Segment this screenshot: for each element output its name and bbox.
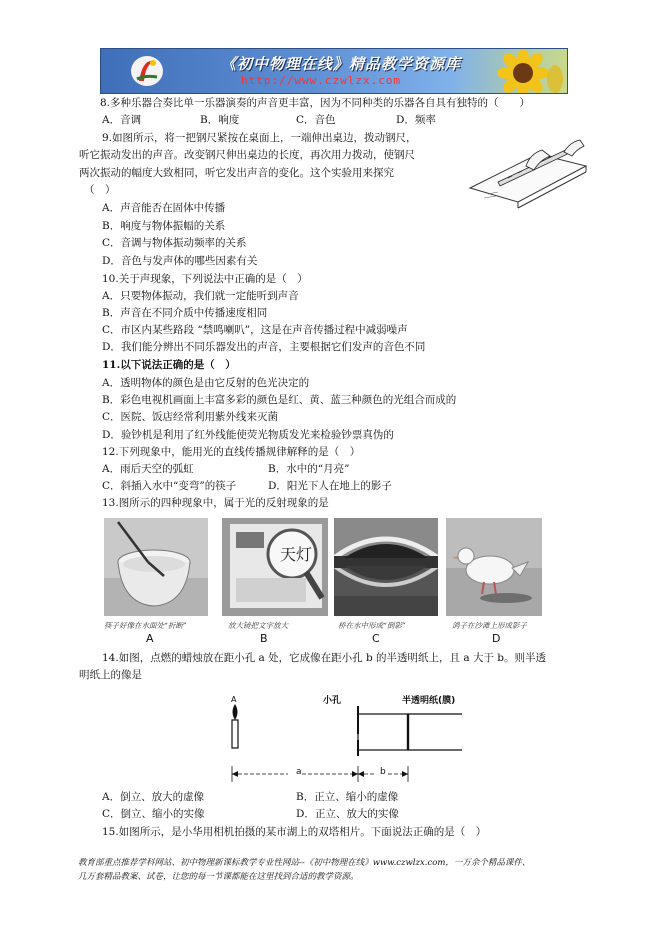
footer-line-1: 教育部重点推荐学科网站、初中物理新课标教学专业性网站--《初中物理在线》www.czwlzx.com，一万余个精品课件、 (78, 858, 531, 868)
q15-stem: 15.如图所示，是小华用相机拍摄的某市湖上的双塔相片。下面说法正确的是（ ） (102, 826, 487, 838)
q8-option-c: C．音色 (296, 114, 336, 126)
q8-option-a: A．音调 (102, 114, 142, 126)
q10-option-c: C．市区内某些路段 “禁鸣喇叭”，这是在声音传播过程中减弱噪声 (102, 324, 408, 336)
magnified-sign-text: 天灯 (280, 545, 313, 564)
distance-a-label: a (296, 767, 302, 777)
sunflower-icon (483, 49, 563, 93)
q9-stem-2: 听它振动发出的声音。改变钢尺伸出桌边的长度，再次用力拨动，使钢尺 (79, 149, 415, 161)
q11-stem: 11.以下说法正确的是（ ） (102, 359, 236, 371)
q12-option-b: B．水中的“月亮” (268, 463, 350, 475)
q8-option-b: B．响度 (200, 114, 240, 126)
q13-stem: 13.图所示的四种现象中，属于光的反射现象的是 (102, 497, 329, 509)
hole-label: 小孔 (323, 696, 342, 706)
caption-d: 鸽子在沙滩上形成影子 (452, 621, 527, 630)
photo-b-magnifier (222, 518, 328, 616)
caption-a: 筷子好像在水面处“折断” (104, 621, 187, 630)
q11-option-c: C．医院、饭店经常利用紫外线来灭菌 (102, 411, 279, 423)
q12-stem: 12.下列现象中，能用光的直线传播规律解释的是（ ） (102, 446, 361, 458)
q9-stem-4: （ ） (84, 184, 116, 196)
distance-b-label: b (380, 767, 386, 777)
q14-option-c: C．倒立、缩小的实像 (102, 808, 205, 820)
q12-option-c: C．斜插入水中“变弯”的筷子 (102, 480, 237, 492)
q10-option-b: B．声音在不同介质中传播速度相同 (102, 307, 268, 319)
header-banner (100, 48, 568, 94)
photo-d-pigeon (446, 518, 542, 616)
ruler-table-figure (468, 136, 588, 210)
site-logo-icon (129, 53, 165, 89)
q10-option-a: A．只要物体振动，我们就一定能听到声音 (102, 290, 299, 302)
q8-stem: 8.多种乐器合奏比单一乐器演奏的声音更丰富，因为不同种类的乐器各自具有独特的（ ） (100, 97, 531, 109)
q11-option-d: D．验钞机是利用了红外线能使荧光物质发光来检验钞票真伪的 (102, 429, 394, 441)
q14-option-d: D．正立、放大的实像 (296, 808, 399, 820)
caption-c: 桥在水中形成“倒影” (338, 621, 406, 630)
footer-line-2: 几万套精品教案、试卷，让您的每一节课都能在这里找到合适的教学资源。 (78, 872, 359, 882)
q14-stem-2: 明纸上的像是 (79, 669, 142, 681)
q8-option-d: D．频率 (396, 114, 436, 126)
photo-c-bridge (334, 518, 438, 616)
photo-label-b: B (260, 632, 268, 645)
q11-option-a: A．透明物体的颜色是由它反射的色光决定的 (102, 377, 310, 389)
candle-label: A (231, 695, 237, 704)
q14-stem-1: 14.如图，点燃的蜡烛放在距小孔 a 处，它成像在距小孔 b 的半透明纸上，且 a 大于 b。则半透 (102, 652, 547, 664)
q12-option-a: A．雨后天空的弧虹 (102, 463, 194, 475)
q10-stem: 10.关于声现象，下列说法中正确的是（ ） (102, 273, 308, 285)
q11-option-b: B．彩色电视机画面上丰富多彩的颜色是红、黄、蓝三种颜色的光组合而成的 (102, 394, 457, 406)
banner-url: http://www.czwlzx.com (241, 74, 402, 87)
photo-a-chopsticks (104, 518, 208, 616)
q14-option-b: B．正立、缩小的虚像 (296, 791, 399, 803)
banner-title: 《初中物理在线》精品教学资源库 (221, 55, 462, 73)
caption-b: 放大镜把文字放大 (228, 621, 288, 630)
q9-stem-3: 两次振动的幅度大致相同，听它发出声音的变化。这个实验用来探究 (79, 167, 394, 179)
q9-stem-1: 9.如图所示，将一把钢尺紧按在桌面上，一端伸出桌边，拨动钢尺， (102, 132, 417, 144)
q14-option-a: A．倒立、放大的虚像 (102, 791, 205, 803)
q10-option-d: D．我们能分辨出不同乐器发出的声音，主要根据它们发声的音色不同 (102, 341, 426, 353)
photo-label-d: D (492, 632, 501, 645)
q9-option-d: D．音色与发声体的哪些因素有关 (102, 255, 258, 267)
paper-label: 半透明纸(膜) (402, 696, 456, 706)
q9-option-c: C．音调与物体振动频率的关系 (102, 237, 247, 249)
photo-label-a: A (146, 632, 154, 645)
q9-option-a: A．声音能否在固体中传播 (102, 202, 226, 214)
q9-option-b: B．响度与物体振幅的关系 (102, 220, 226, 232)
q12-option-d: D．阳光下人在地上的影子 (268, 480, 392, 492)
photo-label-c: C (372, 632, 380, 645)
